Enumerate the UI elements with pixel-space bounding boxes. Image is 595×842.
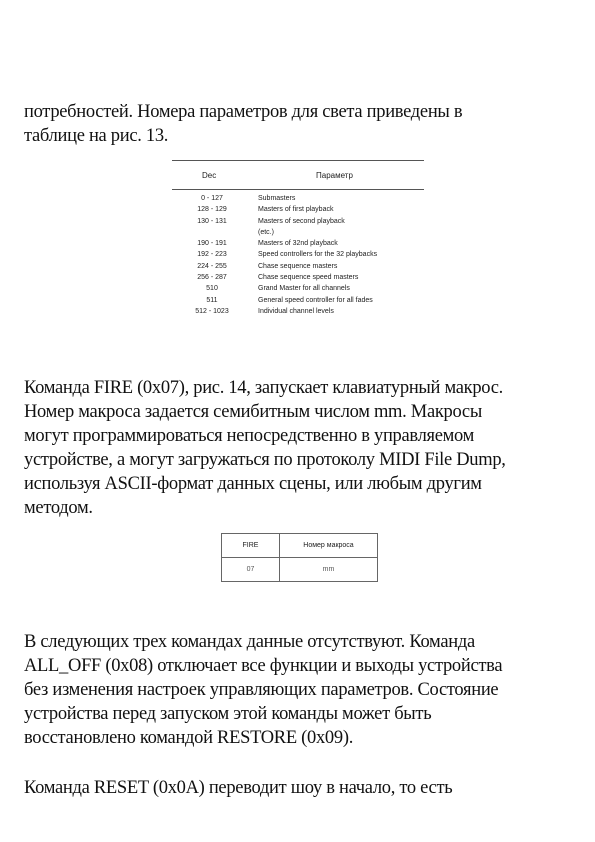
table-row — [172, 193, 424, 204]
dec-cell: 0 - 127 — [201, 195, 223, 202]
text-line: устройства перед запуском этой команды может быть — [24, 704, 432, 724]
text-line: Команда FIRE (0x07), рис. 14, запускает клавиатурный макрос. — [24, 378, 503, 398]
dec-cell: 511 — [206, 296, 218, 304]
paragraph-fire-command — [24, 376, 574, 520]
table-row — [172, 249, 424, 260]
table-row — [172, 204, 424, 215]
text-line: устройстве, а могут загружаться по протоколу MIDI File Dump, — [24, 450, 506, 470]
parameter-cell: Individual channel levels — [258, 307, 334, 315]
table-row — [172, 238, 424, 249]
table-row — [172, 306, 424, 317]
paragraph-parameters-intro — [24, 100, 574, 148]
parameter-cell: Chase sequence speed masters — [258, 274, 359, 282]
parameter-cell: Masters of second playback — [258, 217, 345, 225]
fire-command-format-table — [221, 533, 378, 582]
column-header-parameter: Параметр — [316, 171, 353, 180]
table-row — [172, 227, 424, 238]
table-header-row — [172, 161, 424, 189]
parameter-cell: General speed controller for all fades — [258, 296, 373, 304]
text-line: восстановлено командой RESTORE (0x09). — [24, 728, 354, 748]
parameter-cell: Speed controllers for the 32 playbacks — [258, 251, 378, 259]
parameter-cell: (etc.) — [258, 228, 274, 236]
value-fire-code: 07 — [246, 566, 255, 573]
text-line: методом. — [24, 498, 93, 518]
dec-cell: 192 - 223 — [197, 251, 227, 259]
parameter-cell: Masters of first playback — [258, 206, 334, 214]
dec-cell: 224 - 255 — [197, 262, 227, 270]
text-line: без изменения настроек управляющих параметров. Состояние — [24, 680, 499, 700]
text-line: Номер макроса задается семибитным числом mm. Макросы — [24, 402, 482, 422]
text-line: используя ASCII-формат данных сцены, или любым другим — [24, 474, 482, 494]
text-line: В следующих трех командах данные отсутствуют. Команда — [24, 632, 475, 652]
table-row — [172, 283, 424, 294]
paragraph-all-off-command — [24, 630, 574, 750]
text-line: Команда RESET (0x0A) переводит шоу в начало, то есть — [24, 778, 453, 798]
table-row — [172, 261, 424, 272]
dec-cell: 190 - 191 — [197, 240, 227, 248]
header-fire: FIRE — [242, 542, 259, 549]
paragraph-reset-command — [24, 776, 574, 800]
parameter-cell: Chase sequence masters — [258, 262, 338, 270]
value-macro-number: mm — [322, 566, 335, 573]
lighting-parameters-table — [172, 160, 424, 317]
dec-cell: 130 - 131 — [197, 217, 227, 225]
text-line: таблице на рис. 13. — [24, 126, 169, 146]
text-line: ALL_OFF (0x08) отключает все функции и выходы устройства — [24, 656, 503, 676]
dec-cell: 510 — [206, 285, 218, 293]
table-row — [172, 272, 424, 283]
header-macro-number: Номер макроса — [303, 542, 354, 549]
text-line: потребностей. Номера параметров для света приведены в — [24, 102, 463, 122]
table-row — [172, 216, 424, 227]
column-header-dec: Dec — [202, 171, 217, 180]
dec-cell: 512 - 1023 — [195, 307, 229, 315]
parameter-cell: Masters of 32nd playback — [258, 240, 338, 248]
text-line: могут программироваться непосредственно в управляемом — [24, 426, 475, 446]
dec-cell: 128 - 129 — [197, 206, 227, 214]
parameter-cell: Grand Master for all channels — [258, 285, 350, 293]
parameter-cell: Submasters — [258, 195, 296, 202]
dec-cell: 256 - 287 — [197, 274, 227, 282]
table-body — [172, 190, 424, 317]
row-divider — [222, 557, 377, 558]
table-row — [172, 295, 424, 306]
